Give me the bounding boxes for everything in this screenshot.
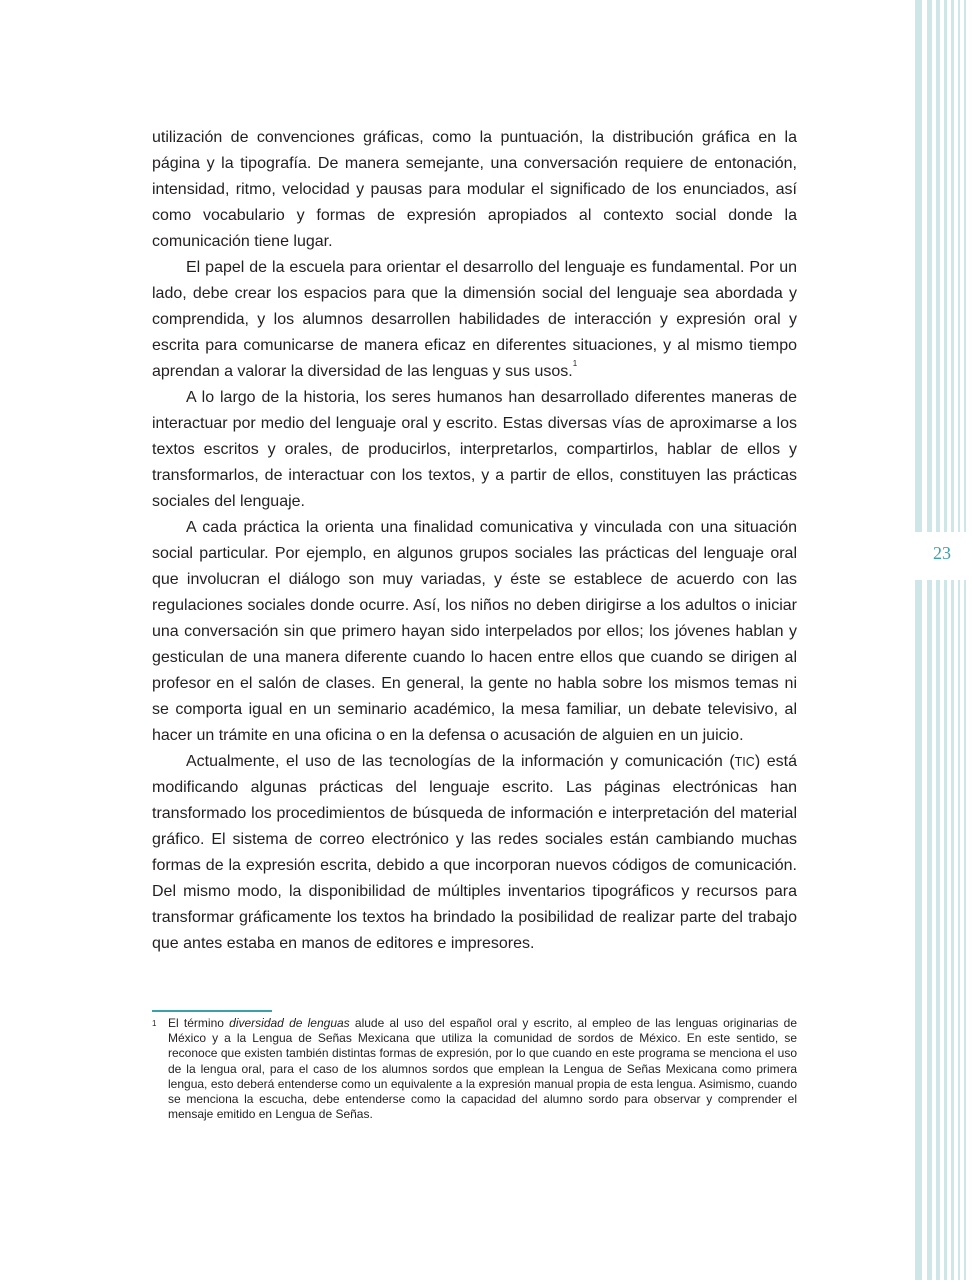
footnote-lead: El término — [168, 1016, 230, 1030]
abbreviation-tic: TIC — [734, 755, 755, 769]
footnote-marker: 1 — [152, 1019, 157, 1028]
footnote — [152, 1016, 797, 1122]
paragraph-5-start: Actualmente, el uso de las tecnologías de la información y comunicación ( — [186, 753, 735, 770]
paragraph-3: A lo largo de la historia, los seres humanos han desarrollado diferentes maneras de interactuar por medio del lenguaje oral y escrito. Estas diversas vías de aproximarse a los textos escritos y orales, de producirlos, interpretarlos, compartirlos, hablar de ellos y transformarlos, de interactuar con los textos, y a partir de ellos, constituyen las prácticas sociales del lenguaje. — [152, 389, 797, 510]
paragraph-5 — [152, 749, 797, 957]
footnote-body: alude al uso del español oral y escrito, al empleo de las lenguas originarias de México y a la Lengua de Señas Mexicana que utiliza la comunidad de sordos de México. En este sentido, se reconoce que existen también distintas formas de expresión, por lo que cuando en este programa se menciona el uso de la lengua oral, para el caso de los alumnos sordos que emplean la Lengua de Señas Mexicana como primera lengua, esto deberá entenderse como un equivalente a la expresión manual propia de esta lengua. Asimismo, cuando se menciona la escucha, debe entenderse como la capacidad del alumno sordo para observar y comprender el mensaje emitido en Lengua de Señas. — [168, 1016, 798, 1122]
paragraph-2 — [152, 255, 797, 385]
paragraph-5-end: ) está modificando algunas prácticas del lenguaje escrito. Las páginas electrónicas han transformado los procedimientos de búsqueda de información e interpretación del material gráfico. El sistema de correo electrónico y las redes sociales están cambiando muchas formas de la expresión escrita, debido a que incorporan nuevos códigos de comunicación. Del mismo modo, la disponibilidad de múltiples inventarios tipográficos y recursos para transformar gráficamente los textos ha brindado la posibilidad de realizar parte del trabajo que antes estaba en manos de editores e impresores. — [152, 753, 798, 952]
footnote-term: diversidad de lenguas — [229, 1016, 350, 1030]
decorative-margin-stripes — [912, 0, 972, 1280]
page-number: 23 — [933, 543, 951, 563]
body-text — [152, 125, 797, 957]
footnote-text — [168, 1016, 797, 1122]
footnote-reference: 1 — [572, 359, 578, 368]
stripes-graphic — [912, 0, 972, 1280]
paragraph-4: A cada práctica la orienta una finalidad comunicativa y vinculada con una situación social particular. Por ejemplo, en algunos grupos sociales las prácticas del lenguaje oral que involucran el diálogo son muy variadas, y éste se establece de acuerdo con las regulaciones sociales donde ocurre. Así, los niños no deben dirigirse a los adultos o iniciar una conversación sin que primero hayan sido interpelados por ellos; los jóvenes hablan y gesticulan de una manera diferente cuando lo hacen entre ellos que cuando se dirigen al profesor en el salón de clases. En general, la gente no habla sobre los mismos temas ni se comporta igual en un seminario académico, la mesa familiar, un debate televisivo, al hacer un trámite en una oficina o en la defensa o acusación de alguien en un juicio. — [152, 519, 797, 744]
footnote-divider — [152, 1010, 272, 1012]
paragraph-2-text: El papel de la escuela para orientar el desarrollo del lenguaje es fundamental. Por un lado, debe crear los espacios para que la dimensión social del lenguaje sea abordada y comprendida, y los alumnos desarrollen habilidades de interacción y expresión oral y escrita para comunicarse de manera eficaz en diferentes situaciones, y al mismo tiempo aprendan a valorar la diversidad de las lenguas y sus usos. — [152, 259, 797, 380]
paragraph-1: utilización de convenciones gráficas, como la puntuación, la distribución gráfica en la página y la tipografía. De manera semejante, una conversación requiere de entonación, intensidad, ritmo, velocidad y pausas para modular el significado de los enunciados, así como vocabulario y formas de expresión apropiados al contexto social donde la comunicación tiene lugar. — [152, 129, 797, 250]
